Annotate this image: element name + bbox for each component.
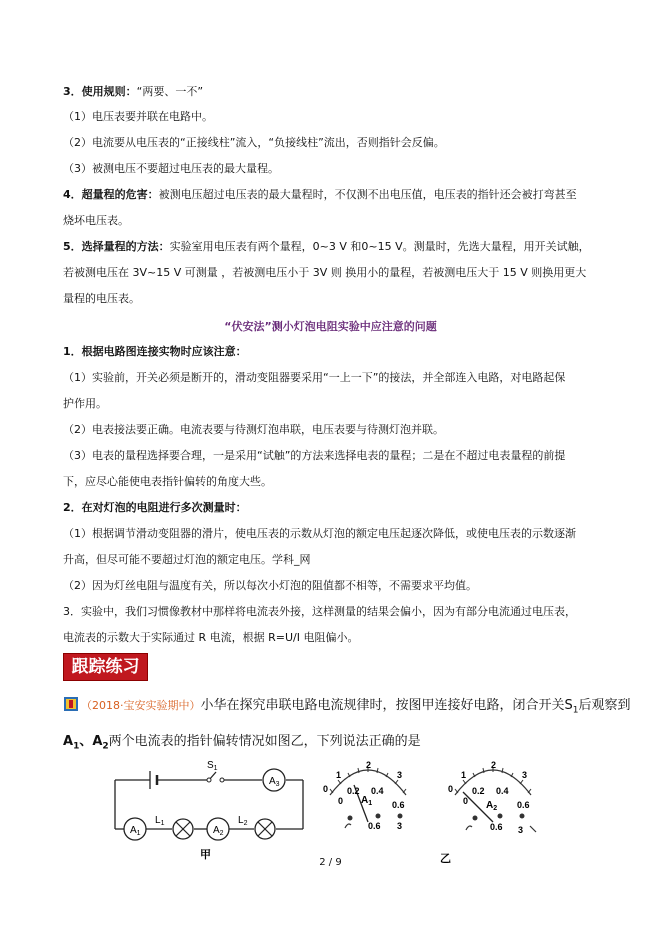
m2-term-3-label: 3 (518, 825, 524, 835)
l2-text: $L_2$ (238, 815, 248, 827)
a1-sub: 1 (73, 741, 80, 752)
point-3-cont: 电流表的示数大于实际通过 R 电流，根据 R=U/I 电阻偏小。 (63, 631, 359, 644)
m2-bot-1: 0.2 (472, 786, 485, 796)
question-text-1-end: 后观察到 (578, 698, 631, 713)
page-number: 2 / 9 (319, 857, 342, 868)
m1-terminal-06 (376, 814, 381, 819)
a3-text: $A_3$ (269, 776, 280, 788)
question-s1-sub: 1 (572, 705, 579, 716)
range-select-text: 实验室用电压表有两个量程，0~3 V 和0~15 V。测量时，先选大量程，用开关试触， (169, 240, 590, 253)
a2-sub: 2 (102, 741, 109, 752)
m1-zero-bot: 0 (338, 796, 344, 806)
m2-bot-2: 0.4 (496, 786, 509, 796)
point-1-heading: 1．根据电路图连接实物时应该注意： (63, 345, 247, 358)
point-2-heading: 2．在对灯泡的电阻进行多次测量时： (63, 501, 247, 514)
question-source: （2018·宝安实验期中） (81, 699, 201, 712)
practice-tag: 跟踪练习 (63, 653, 148, 681)
rule-heading-label: 3．使用规则： (63, 85, 137, 98)
point-1-3-cont: 下，应尽心能使电表指针偏转的角度大些。 (63, 475, 272, 488)
figure-label-yi: 乙 (440, 853, 451, 865)
m2-terminal-06 (498, 814, 503, 819)
a2-text: $A_2$ (213, 825, 224, 837)
point-2-1: （1）根据调节滑动变阻器的滑片，使电压表的示数从灯泡的额定电压起逐次降低，或使电压表的示数逐渐 (63, 527, 576, 540)
m2-name: $A_2$ (486, 800, 498, 812)
point-2-2: （2）因为灯丝电阻与温度有关，所以每次小灯泡的阻值都不相等，不需要求平均值。 (63, 579, 477, 592)
m1-top-2: 2 (366, 760, 372, 770)
rule-heading-text: “两要、一不” (136, 85, 204, 98)
m2-top-3: 3 (522, 770, 528, 780)
m1-bot-1: 0.2 (347, 786, 360, 796)
point-1-3: （3）电表的量程选择要合理，一是采用“试触”的方法来选择电表的量程；二是在不超过电表量程的前提 (63, 449, 566, 462)
m2-terminal-neg (473, 816, 478, 821)
range-select-label: 5．选择量程的方法： (63, 240, 170, 253)
point-2-1-cont: 升高，但尽可能不要超过灯泡的额定电压。学科_网 (63, 553, 311, 566)
overrange-label: 4．超量程的危害： (63, 188, 159, 201)
switch-contact (220, 778, 224, 782)
m1-top-1: 1 (336, 770, 342, 780)
switch-label: $S_1$ (207, 760, 218, 772)
point-1-1-cont: 护作用。 (63, 397, 107, 410)
switch-pivot (207, 778, 211, 782)
rule-1: （1）电压表要并联在电路中。 (63, 110, 213, 123)
m2-zero-top: 0 (448, 784, 454, 794)
m2-terminal-3 (520, 814, 525, 819)
m1-term-06-label: 0.6 (368, 821, 381, 831)
point-1-1: （1）实验前，开关必须是断开的，滑动变阻器要采用“一上一下”的接法，并全部连入电路，对电路起保 (63, 371, 566, 384)
m1-terminal-3 (398, 814, 403, 819)
m1-bot-3: 0.6 (392, 800, 405, 810)
a2-label: 、A (79, 734, 103, 749)
point-1-2: （2）电表接法要正确。电流表要与待测灯泡串联，电压表要与待测灯泡并联。 (63, 423, 444, 436)
section-title: “伏安法”测小灯泡电阻实验中应注意的问题 (224, 320, 437, 333)
m1-zero-top: 0 (323, 784, 329, 794)
question-text-2: 两个电流表的指针偏转情况如图乙，下列说法正确的是 (108, 734, 421, 749)
overrange-cont: 烧坏电压表。 (63, 214, 129, 227)
point-3: 3．实验中，我们习惯像教材中那样将电流表外接，这样测量的结果会偏小，因为有部分电流通过电压表， (63, 605, 576, 618)
range-select-cont-2: 量程的电压表。 (63, 292, 140, 305)
a1-text: $A_1$ (130, 825, 141, 837)
a1-label: A (63, 734, 74, 749)
figure-label-jia: 甲 (200, 849, 211, 861)
m2-zero-bot: 0 (463, 796, 469, 806)
overrange-text: 被测电压超过电压表的最大量程时，不仅测不出电压值，电压表的指针还会被打弯甚至 (158, 188, 577, 201)
m1-bot-2: 0.4 (371, 786, 384, 796)
m2-term-06-label: 0.6 (490, 822, 503, 832)
m1-terminal-neg (348, 816, 353, 821)
rule-3: （3）被测电压不要超过电压表的最大量程。 (63, 162, 279, 175)
m1-top-3: 3 (397, 770, 403, 780)
m1-term-3-label: 3 (397, 821, 403, 831)
m2-top-1: 1 (461, 770, 467, 780)
m2-bot-3: 0.6 (517, 800, 530, 810)
range-select-cont-1: 若被测电压在 3V~15 V 可测量 ，若被测电压小于 3V 则 换用小的量程，若被测电压大于 15 V 则换用更大 (63, 266, 587, 279)
l1-text: $L_1$ (155, 815, 165, 827)
question-text-1: 小华在探究串联电路电流规律时，按图甲连接好电路，闭合开关S (200, 698, 573, 713)
m1-name: $A_1$ (361, 795, 373, 807)
meter-a2-dial (455, 767, 531, 822)
m2-top-2: 2 (491, 760, 497, 770)
rule-2: （2）电流要从电压表的“正接线柱”流入，“负接线柱”流出，否则指针会反偏。 (63, 136, 445, 149)
